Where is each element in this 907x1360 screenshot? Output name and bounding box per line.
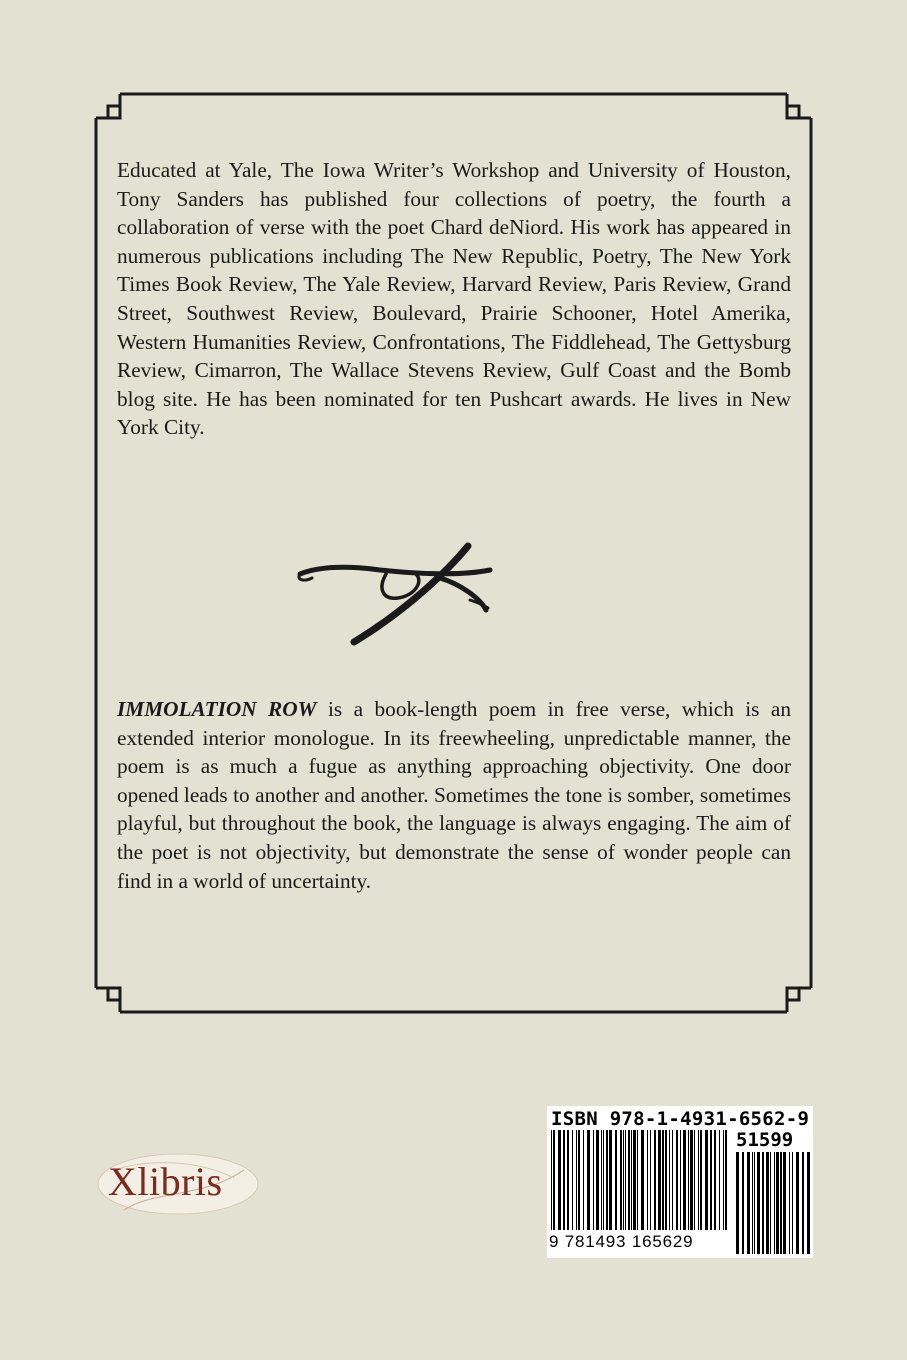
barcode-bar	[770, 1152, 771, 1254]
barcode-bar	[757, 1152, 760, 1254]
barcode-bar	[789, 1152, 790, 1254]
barcode-bar	[596, 1130, 599, 1230]
barcode-bar	[754, 1152, 755, 1254]
barcode-bar	[601, 1130, 602, 1230]
barcode-bar	[672, 1130, 673, 1230]
barcode-bar	[650, 1130, 651, 1230]
barcode-bar	[774, 1152, 775, 1254]
barcode-bar	[606, 1130, 608, 1230]
barcode-bar	[572, 1130, 573, 1230]
barcode-bar	[747, 1152, 750, 1254]
barcode-bar	[780, 1152, 782, 1254]
barcode-bar	[698, 1130, 699, 1230]
barcode-bar	[705, 1130, 708, 1230]
barcode-bar	[710, 1130, 712, 1230]
barcode-bar	[742, 1152, 744, 1254]
barcode-bar	[583, 1130, 584, 1230]
isbn-label: ISBN 978-1-4931-6562-9	[551, 1108, 810, 1130]
barcode-bar	[563, 1130, 565, 1230]
barcode-bar	[628, 1130, 630, 1230]
barcode-bar	[637, 1130, 638, 1230]
barcode-bar	[719, 1130, 720, 1230]
barcode-bar	[551, 1130, 552, 1230]
barcode-bar	[792, 1152, 793, 1254]
barcode-bar	[752, 1152, 753, 1254]
publisher-name: Xlibris	[108, 1159, 223, 1204]
barcode-bar	[683, 1130, 686, 1230]
calligraphic-flourish-icon	[290, 538, 520, 648]
barcode-bar	[631, 1130, 632, 1230]
barcode-bar	[802, 1152, 804, 1254]
barcode-bar	[690, 1130, 693, 1230]
barcode-bar	[662, 1130, 664, 1230]
barcode-bar	[593, 1130, 594, 1230]
barcode-bar	[714, 1130, 716, 1230]
barcode-bar	[633, 1130, 636, 1230]
barcode-bar	[669, 1130, 670, 1230]
book-title: IMMOLATION ROW	[117, 697, 317, 721]
barcode-bar	[641, 1130, 644, 1230]
barcode-bar	[620, 1130, 622, 1230]
barcode-bar	[723, 1130, 724, 1230]
barcode-bar	[665, 1130, 667, 1230]
barcode-bar	[736, 1152, 739, 1254]
barcode-bar	[776, 1152, 779, 1254]
barcode-bar	[587, 1130, 590, 1230]
barcode-bar	[762, 1152, 764, 1254]
barcode-bar	[680, 1130, 681, 1230]
barcode-bar	[807, 1152, 810, 1254]
barcode-bar	[625, 1130, 626, 1230]
barcode-bar	[615, 1130, 617, 1230]
barcode-bar	[725, 1130, 727, 1230]
barcode-bar	[796, 1152, 799, 1254]
barcode-bar	[658, 1130, 661, 1230]
barcode-bar	[623, 1130, 624, 1230]
barcode-bar	[603, 1130, 604, 1230]
price-code-label: 51599	[736, 1129, 794, 1151]
synopsis-text: is a book-length poem in free verse, which is an extended interior monologue. In its freewheeling, unpredictable manner, the poem is as much a fugue as anything approaching objectivity. One door opened leads to another and another. Sometimes the tone is somber, sometimes playful, but throughout the book, the language is always engaging. The aim of the poet is not objectivity, but demonstrate the sense of wonder people can find in a world of uncertainty.	[117, 697, 791, 893]
barcode-bar	[558, 1130, 561, 1230]
barcode-bar	[688, 1130, 689, 1230]
barcode-bar	[647, 1130, 648, 1230]
price-barcode-bars	[736, 1152, 810, 1254]
barcode-bar	[783, 1152, 786, 1254]
barcode-bar	[694, 1130, 695, 1230]
barcode-bar	[567, 1130, 569, 1230]
barcode-bars	[551, 1130, 731, 1230]
barcode-bar	[700, 1130, 702, 1230]
barcode-bar	[578, 1130, 580, 1230]
barcode-bar	[654, 1130, 656, 1230]
ean-number: 9 781493 165629	[549, 1232, 694, 1251]
author-bio: Educated at Yale, The Iowa Writer’s Workshop and University of Houston, Tony Sanders has published four collections of poetry, the fourth a collaboration of verse with the poet Chard deNiord. His work has appeared in numerous publications including The New Republic, Poetry, The New York Times Book Review, The Yale Review, Harvard Review, Paris Review, Grand Street, Southwest Review, Boulevard, Prairie Schooner, Hotel Amerika, Western Humanities Review, Confrontations, The Fiddlehead, The Gettysburg Review, Cimarron, The Wallace Stevens Review, Gulf Coast and the Bomb blog site. He has been nominated for ten Pushcart awards. He lives in New York City.	[117, 158, 791, 440]
barcode-bar	[553, 1130, 555, 1230]
book-synopsis	[117, 695, 791, 895]
barcode-bar	[576, 1130, 577, 1230]
barcode-bar	[609, 1130, 612, 1230]
barcode-bar	[766, 1152, 769, 1254]
barcode-bar	[676, 1130, 678, 1230]
